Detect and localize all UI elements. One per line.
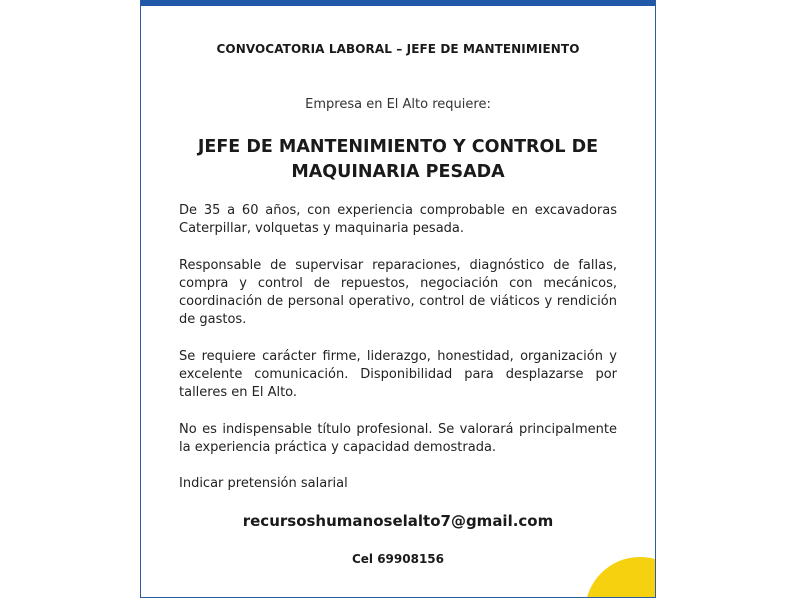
position-title-line-1: JEFE DE MANTENIMIENTO Y CONTROL DE <box>197 137 599 157</box>
paragraph-salary-note: Indicar pretensión salarial <box>179 476 348 492</box>
paragraph-requirements: De 35 a 60 años, con experiencia comprobable en excavadoras Caterpillar, volquetas y maquinaria pesada. <box>179 203 617 237</box>
description-body <box>179 202 617 512</box>
paragraph-profile: Se requiere carácter firme, liderazgo, honestidad, organización y excelente comunicación. Disponibilidad para desplazarse por talleres en El Alto. <box>179 348 617 401</box>
paragraph-education: No es indispensable título profesional. Se valorará principalmente la experiencia práctica y capacidad demostrada. <box>179 421 617 455</box>
contact-phone: Cel 69908156 <box>351 552 445 566</box>
position-title <box>171 135 625 185</box>
intro-text: Empresa en El Alto requiere: <box>305 97 491 112</box>
job-posting-card <box>140 0 656 598</box>
top-accent-bar <box>141 0 655 6</box>
paragraph-responsibilities: Responsable de supervisar reparaciones, diagnóstico de fallas, compra y control de repuestos, negociación con mecánicos, coordinación de personal operativo, control de viáticos y rendición de gastos. <box>179 257 617 328</box>
posting-heading: CONVOCATORIA LABORAL – JEFE DE MANTENIMIENTO <box>216 42 580 56</box>
contact-email[interactable]: recursoshumanoselalto7@gmail.com <box>242 512 554 530</box>
position-title-line-2: MAQUINARIA PESADA <box>291 162 505 182</box>
